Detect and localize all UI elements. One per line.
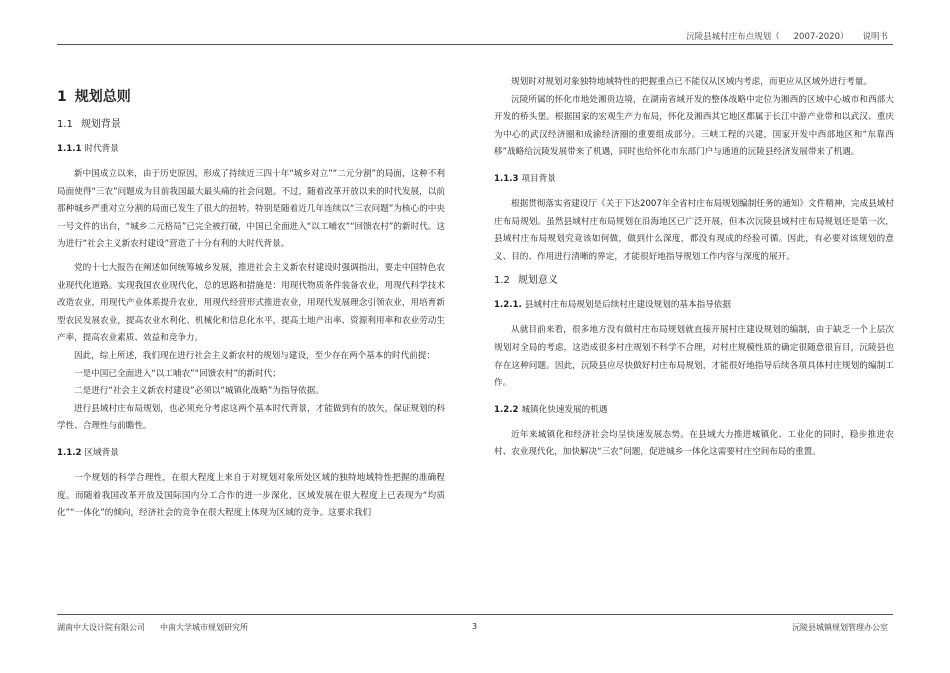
subsection-heading-1-1-3 (494, 172, 894, 186)
chapter-number: 1 (57, 89, 67, 105)
subsection-number: 1.2.1. (494, 300, 522, 311)
header-years: 2007-2020） (793, 32, 849, 42)
header-doc-type: 说明书 (862, 32, 888, 42)
paragraph: 因此，综上所述，我们现在进行社会主义新农村的规划与建设，至少存在两个基本的时代前提： (74, 350, 435, 361)
subsection-heading-1-1-2 (57, 446, 445, 460)
section-heading-1-1 (57, 118, 445, 132)
page-number: 3 (472, 622, 478, 631)
right-column (494, 74, 894, 462)
page-header (672, 30, 888, 42)
header-title: 沅陵县城村庄布点规划（ (686, 32, 780, 42)
footer-org-design-institute: 湖南中大设计院有限公司 (57, 623, 145, 632)
section-number: 1.1 (57, 119, 73, 130)
section-heading-1-2 (494, 274, 894, 288)
paragraph: 党的十七大报告在阐述如何统筹城乡发展，推进社会主义新农村建设时强调指出，要走中国特色农业现代化道路。实现我国农业现代化，总的思路和措施是：用现代物质条件装备农业，用现代科学技术改造农业，用现代产业体系提升农业，用现代经营形式推进农业，用现代发展理念引领农业，用培育新型农民发展农业，提高农业水利化、机械化和信息化水平，提高土地产出率、资源利用率和农业劳动生产率，提高农业素质、效益和竞争力。 (57, 262, 445, 344)
subsection-heading-1-2-2 (494, 403, 894, 417)
subsection-heading-1-1-1 (57, 142, 445, 156)
subsection-number: 1.2.2 (494, 404, 519, 415)
subsection-title: 区域背景 (84, 447, 119, 458)
subsection-number: 1.1.2 (57, 447, 82, 458)
section-title: 规划意义 (517, 275, 558, 287)
footer-org-planning-office: 沅陵县城镇规划管理办公室 (792, 623, 888, 632)
subsection-title: 县域村庄布局规划是后续村庄建设规划的基本指导依据 (524, 300, 731, 311)
section-number: 1.2 (494, 275, 510, 287)
left-column (57, 74, 445, 523)
paragraph: 沅陵所属的怀化市地处湘贵边境，在湖南省域开发的整体战略中定位为湘西的区域中心城市和西部大开发的桥头堡。根据国家的宏观生产力布局，怀化及湘西其它地区都属于长江中游产业带和以武汉、重庆为中心的武汉经济圈和成渝经济圈的重要组成部分。三峡工程的兴建，国家开发中西部地区和“东靠西移”战略给沅陵发展带来了机遇，同时也给怀化市东部门户与通道的沅陵县经济发展带来了机遇。 (494, 94, 894, 158)
footer-rule (57, 614, 893, 615)
subsection-number: 1.1.3 (494, 173, 519, 184)
section-title: 规划背景 (80, 119, 121, 130)
paragraph: 一个规划的科学合理性，在很大程度上来自于对规划对象所处区域的独特地域特性把握的准确程度。而随着我国改革开放及国际国内分工合作的进一步深化，区域发展在很大程度上已表现为“均质化”“一体化”的倾向，经济社会的竞争在很大程度上体现为区域的竞争。这要求我们 (57, 472, 445, 519)
subsection-title: 城镇化快速发展的机遇 (521, 404, 608, 415)
paragraph: 一是中国已全面进入“以工哺农”“回馈农村”的新时代； (74, 368, 281, 379)
paragraph: 二是进行“社会主义新农村建设”必须以“城镇化战略”为指导依据。 (74, 386, 324, 397)
header-rule (57, 44, 893, 45)
paragraph: 规划时对规划对象独特地域特性的把握重点已不能仅从区域内考虑，而更应从区域外进行考量。 (511, 77, 872, 87)
subsection-title: 项目背景 (521, 173, 556, 184)
paragraph: 从就目前来看，很多地方没有做村庄布局规划就直接开展村庄建设规划的编制，由于缺乏一个上层次规划对全局的考虑，这造成很多村庄规划不科学不合理，对村庄规模性质的确定很随意很盲目，沅陵县也存在这种问题。因此，沅陵县应尽快做好村庄布局规划，才能很好地指导后续各项具体村庄规划的编制工作。 (494, 325, 894, 389)
chapter-heading (57, 88, 445, 106)
paragraph: 近年来城镇化和经济社会均呈快速发展态势。在县域大力推进城镇化、工业化的同时，稳步推进农村、农业现代化，加快解决“三农”问题，促进城乡一体化这需要村庄空间布局的重置。 (494, 429, 894, 458)
paragraph: 新中国成立以来，由于历史原因，形成了持续近三四十年“城乡对立”“二元分割”的局面，这种不利局面使得“三农”问题成为目前我国最大最头痛的社会问题。不过，随着改革开放以来的时代发展，以前那种城乡严重对立分割的局面已发生了很大的扭转，特别是随着近几年连续以“三农问题”为核心的中央一号文件的出台，“城乡二元格局”已完全被打破，中国已全面进入“以工哺农”“回馈农村”的新时代。这为进行“社会主义新农村建设”营造了十分有利的大时代背景。 (57, 169, 445, 250)
subsection-title: 时代背景 (84, 144, 119, 154)
paragraph: 根据贯彻落实省建设厅《关于下达2007年全省村庄布局规划编制任务的通知》文件精神，完成县域村庄布局规划。虽然县域村庄布局规划在沿海地区已广泛开展，但本次沅陵县域村庄布局规划还是第一次，县域村庄布局规划究竟该如何做，做到什么深度，都没有现成的经验可循。因此，有必要对该规划的意义、目的、作用进行清晰的界定，才能很好地指导规划工作内容与深度的展开。 (494, 198, 894, 262)
chapter-title: 规划总则 (74, 89, 131, 105)
subsection-heading-1-2-1 (494, 298, 894, 312)
subsection-number: 1.1.1 (57, 144, 82, 154)
paragraph: 进行县域村庄布局规划，也必须充分考虑这两个基本时代背景，才能做到有的放矢，保证规划的科学性、合理性与前瞻性。 (57, 403, 445, 432)
footer-org-research-institute: 中南大学城市规划研究所 (160, 623, 248, 632)
